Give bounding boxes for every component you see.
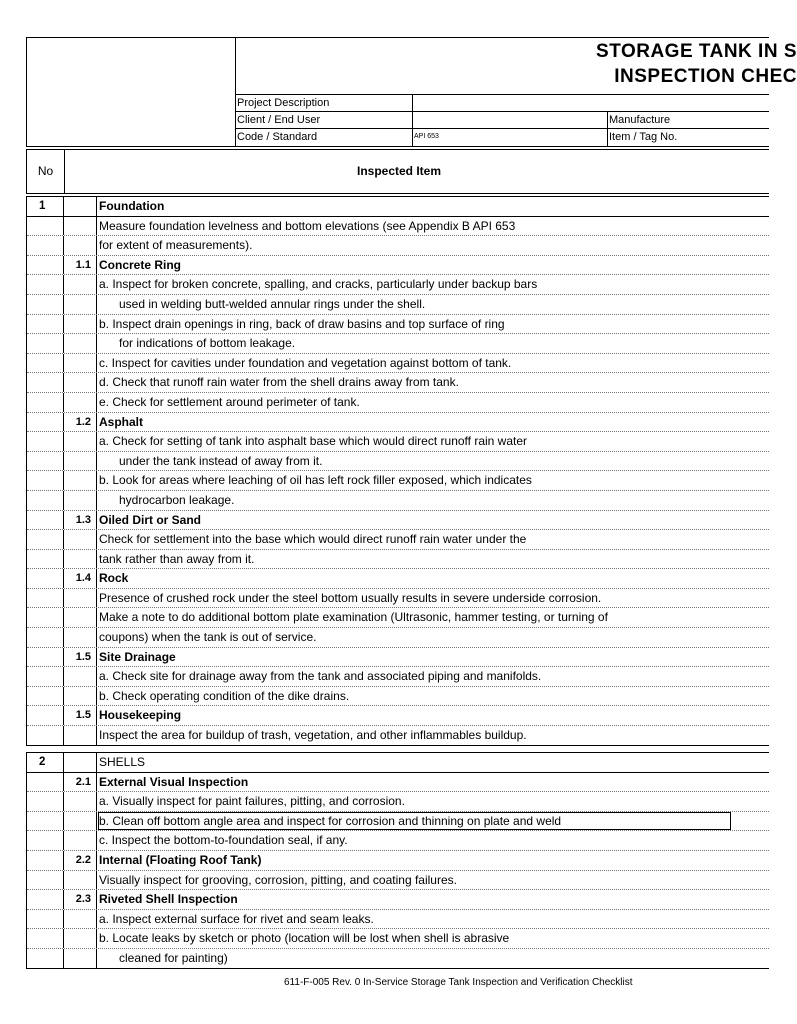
row-number [27,569,64,588]
row-heading: Internal (Floating Roof Tank) [99,852,262,867]
table-row [27,373,769,393]
row-subnumber [65,910,97,929]
row-text: for indications of bottom leakage. [119,336,296,351]
row-number: 2 [27,753,64,772]
row-subnumber [65,608,97,627]
row-heading: Asphalt [99,414,144,429]
row-number [27,354,64,373]
row-number: 1 [27,197,64,216]
row-subnumber: 2.2 [65,851,97,870]
row-text: Presence of crushed rock under the steel bottom usually results in severe underside corrosion. [99,590,602,605]
row-number [27,275,64,294]
document-header [26,37,797,147]
table-row [27,589,769,609]
table-row [27,871,769,891]
row-heading: Housekeeping [99,708,182,723]
code-row [235,128,769,146]
row-heading: External Visual Inspection [99,774,249,789]
row-text: hydrocarbon leakage. [119,492,235,507]
row-subnumber [65,471,97,490]
table-row [27,354,769,374]
row-text: b. Inspect drain openings in ring, back of draw basins and top surface of ring [99,316,505,331]
table-row [27,236,769,256]
table-row [27,256,769,276]
row-number [27,256,64,275]
table-row [27,910,769,930]
code-label: Code / Standard [237,131,318,143]
item-tag-label: Item / Tag No. [609,131,678,143]
row-number [27,413,64,432]
row-number [27,949,64,968]
row-subnumber [65,432,97,451]
row-number [27,589,64,608]
row-number [27,550,64,569]
row-number [27,871,64,890]
row-text: d. Check that runoff rain water from the shell drains away from tank. [99,375,459,390]
table-row [27,569,769,589]
project-description-row [235,94,769,112]
row-subnumber: 1.5 [65,706,97,725]
table-row [27,851,769,871]
row-number [27,432,64,451]
row-subnumber [65,831,97,850]
code-value: API 653 [414,133,439,140]
table-row [27,530,769,550]
row-number [27,373,64,392]
row-number [27,491,64,510]
row-number [27,851,64,870]
row-heading: Concrete Ring [99,257,182,272]
row-subnumber [65,667,97,686]
row-heading: Foundation [99,199,165,213]
row-subnumber [65,929,97,948]
row-subnumber: 1.2 [65,413,97,432]
row-text: c. Inspect the bottom-to-foundation seal, if any. [99,833,348,848]
row-subnumber: 2.3 [65,890,97,909]
row-number [27,511,64,530]
row-number [27,687,64,706]
table-row [27,295,769,315]
project-description-label: Project Description [237,97,330,109]
row-number [27,452,64,471]
row-text: coupons) when the tank is out of service. [99,630,317,645]
row-number [27,608,64,627]
table-header [26,149,769,194]
table-row [27,393,769,413]
row-subnumber: 1.4 [65,569,97,588]
row-text: under the tank instead of away from it. [119,453,323,468]
row-subnumber [65,217,97,236]
logo-cell [27,38,236,146]
table-row [27,667,769,687]
row-subnumber [65,628,97,647]
row-number [27,648,64,667]
row-subnumber [65,589,97,608]
row-heading: Site Drainage [99,649,176,664]
row-number [27,530,64,549]
table-row [27,334,769,354]
table-row [27,511,769,531]
table-row [27,471,769,491]
table-row [27,608,769,628]
row-number [27,295,64,314]
row-text: b. Look for areas where leaching of oil has left rock filler exposed, which indicates [99,473,532,488]
row-subnumber: 1.5 [65,648,97,667]
row-subnumber [65,197,97,216]
row-subnumber [65,236,97,255]
table-row [27,315,769,335]
row-number [27,812,64,831]
row-number [27,706,64,725]
row-subnumber [65,491,97,510]
table-row [27,949,769,968]
table-row [27,628,769,648]
title-line-2: INSPECTION CHEC [614,66,797,87]
row-number [27,831,64,850]
row-subnumber: 1.1 [65,256,97,275]
row-subnumber [65,753,97,772]
client-row [235,111,769,129]
client-label: Client / End User [237,114,321,126]
row-text: Inspect the area for buildup of trash, vegetation, and other inflammables buildup. [99,728,527,743]
row-subnumber [65,373,97,392]
row-number [27,628,64,647]
table-row [27,726,769,745]
row-text: a. Visually inspect for paint failures, pitting, and corrosion. [99,794,405,809]
row-number [27,929,64,948]
row-text: b. Clean off bottom angle area and inspect for corrosion and thinning on plate and weld [98,812,731,831]
row-text: b. Locate leaks by sketch or photo (location will be lost when shell is abrasive [99,931,510,946]
row-number [27,667,64,686]
row-text: used in welding butt-welded annular rings under the shell. [119,296,426,311]
row-subnumber [65,275,97,294]
row-subnumber [65,452,97,471]
row-subnumber [65,354,97,373]
row-number [27,773,64,792]
table-row [27,687,769,707]
manufacture-label: Manufacture [609,114,671,126]
row-number [27,236,64,255]
row-subnumber [65,334,97,353]
row-subnumber [65,295,97,314]
row-text: a. Check for setting of tank into asphalt base which would direct runoff rain water [99,434,528,449]
table-row [27,648,769,668]
table-row [27,773,769,793]
table-row [27,831,769,851]
row-subnumber [65,687,97,706]
row-subnumber [65,792,97,811]
row-subnumber [65,871,97,890]
row-subnumber [65,550,97,569]
row-number [27,792,64,811]
table-row [27,452,769,472]
table-row [27,792,769,812]
row-text: Measure foundation levelness and bottom elevations (see Appendix B API 653 [99,218,516,233]
table-row [27,753,769,773]
table-row [27,706,769,726]
row-number [27,334,64,353]
row-heading: Riveted Shell Inspection [99,892,238,907]
row-subnumber: 2.1 [65,773,97,792]
row-number [27,910,64,929]
row-subnumber [65,393,97,412]
table-row [27,550,769,570]
row-subnumber [65,812,97,831]
row-text: SHELLS [99,755,146,769]
row-subnumber [65,949,97,968]
row-number [27,890,64,909]
row-text: a. Inspect for broken concrete, spalling, and cracks, particularly under backup bars [99,277,538,292]
row-text: a. Inspect external surface for rivet and seam leaks. [99,911,374,926]
table-row [27,413,769,433]
table-row [27,491,769,511]
table-row [27,929,769,949]
row-text: for extent of measurements). [99,238,253,253]
table-row [27,217,769,237]
table-row [27,432,769,452]
row-number [27,471,64,490]
row-text: c. Inspect for cavities under foundation and vegetation against bottom of tank. [99,355,512,370]
table-row [27,812,769,832]
title-line-1: STORAGE TANK IN S [596,41,797,62]
row-text: Visually inspect for grooving, corrosion, pitting, and coating failures. [99,872,457,887]
column-header-no: No [27,150,65,193]
row-text: a. Check site for drainage away from the tank and associated piping and manifolds. [99,669,542,684]
row-number [27,315,64,334]
row-number [27,217,64,236]
row-text: cleaned for painting) [119,950,228,965]
row-subnumber [65,726,97,745]
footer-text: 611-F-005 Rev. 0 In-Service Storage Tank Inspection and Verification Checklist [284,977,633,988]
row-text: Make a note to do additional bottom plate examination (Ultrasonic, hammer testing, or turning of [99,610,608,625]
row-number [27,726,64,745]
row-text: b. Check operating condition of the dike drains. [99,688,350,703]
row-text: Check for settlement into the base which would direct runoff rain water under the [99,532,527,547]
row-text: e. Check for settlement around perimeter of tank. [99,394,360,409]
row-heading: Oiled Dirt or Sand [99,512,202,527]
table-row [27,890,769,910]
column-header-inspected-item: Inspected Item [356,164,442,178]
row-subnumber [65,530,97,549]
row-subnumber: 1.3 [65,511,97,530]
row-subnumber [65,315,97,334]
section-shells [26,752,769,969]
table-row [27,197,769,217]
row-text: tank rather than away from it. [99,551,255,566]
document-title [235,38,797,94]
row-number [27,393,64,412]
section-foundation [26,196,769,746]
row-heading: Rock [99,571,129,586]
table-row [27,275,769,295]
